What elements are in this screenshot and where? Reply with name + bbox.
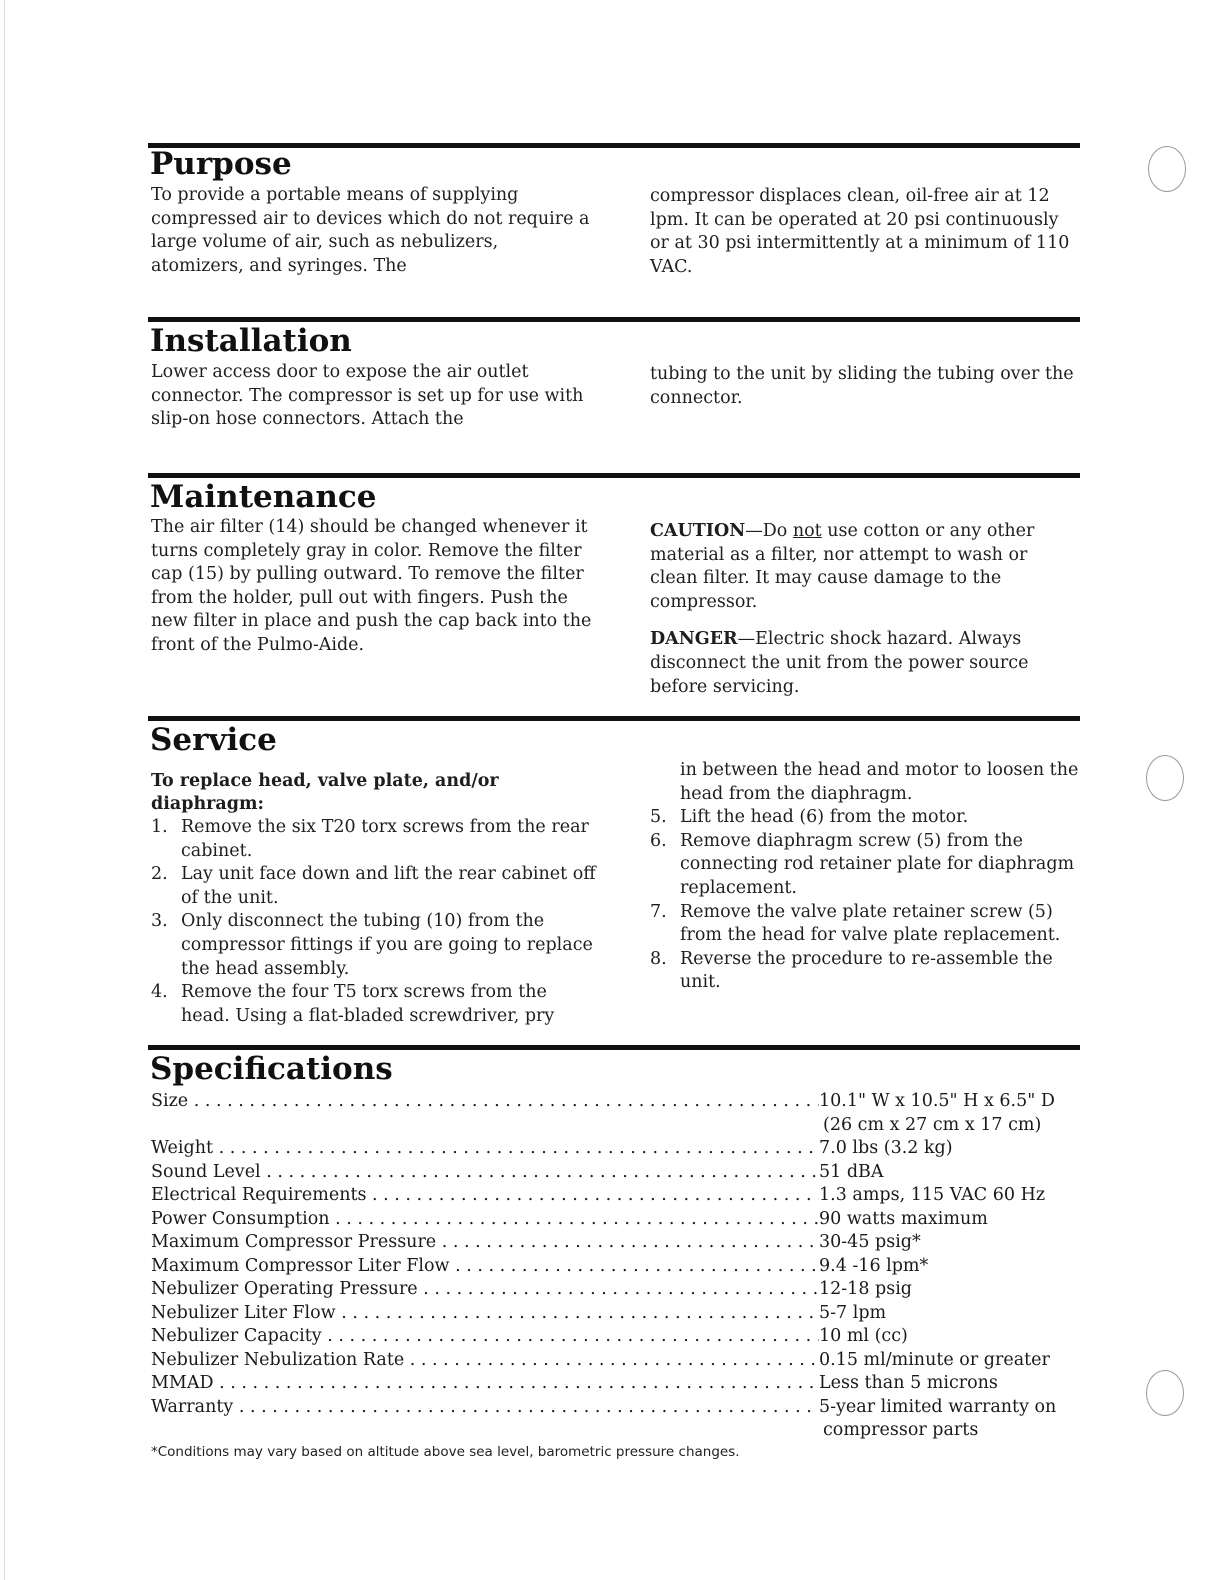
step-text: Remove the four T5 torx screws from the head. Using a flat-bladed screwdriver, pry [181, 982, 555, 1026]
installation-text-left [151, 361, 596, 432]
step-text: Reverse the procedure to re-assemble the unit. [680, 948, 1053, 993]
spec-value: 5-7 lpm [819, 1302, 887, 1323]
spec-label: Nebulizer Capacity . . . [151, 1325, 819, 1349]
specifications-heading: Specifications [150, 1051, 393, 1087]
punch-hole-middle [1146, 755, 1184, 801]
caution-not: not [792, 521, 822, 541]
step-text: Remove the six T20 torx screws from the rear cabinet. [181, 817, 589, 861]
purpose-text-right [650, 185, 1080, 279]
spec-value: 30-45 psig* [819, 1232, 921, 1252]
spec-value-line-2: compressor parts [823, 1420, 979, 1440]
service-step [151, 981, 596, 1028]
scan-edge-line [4, 0, 5, 1580]
section-rule-maintenance [148, 473, 1080, 478]
spec-value: 51 dBA [819, 1161, 884, 1182]
spec-label: Warranty . . . [151, 1396, 819, 1420]
purpose-paragraph-left: To provide a portable means of supplying compressed air to devices which do not require a large volume of air, such as nebulizers, atomizers, and syringes. The [151, 185, 590, 276]
caution-paragraph [650, 520, 1080, 614]
danger-text: —Electric shock hazard. Always disconnect the unit from the power source before servicing. [650, 629, 1029, 697]
spec-row-max-pressure [151, 1231, 1081, 1255]
service-subtitle: To replace head, valve plate, and/or diaphragm: [151, 771, 499, 814]
service-step [151, 863, 596, 910]
spec-value-line: 10.1" W x 10.5" H x 6.5" D [819, 1091, 1055, 1111]
caution-pre: —Do [745, 521, 793, 541]
spec-label: Weight . . . [151, 1137, 819, 1161]
service-text-right [650, 759, 1080, 995]
spec-label: Maximum Compressor Liter Flow . . . [151, 1255, 819, 1279]
spec-value: 90 watts maximum [819, 1208, 988, 1229]
service-heading: Service [150, 722, 277, 758]
purpose-text-left [151, 184, 596, 278]
step-number: 7. [650, 901, 667, 922]
danger-label: DANGER [650, 629, 738, 650]
service-step [151, 816, 596, 863]
spec-row-neb-pressure [151, 1278, 1081, 1302]
step-number: 6. [650, 830, 667, 851]
punch-hole-bottom [1146, 1370, 1184, 1416]
service-steps-left [151, 816, 596, 1028]
step-number: 5. [650, 807, 667, 828]
spec-value: 12-18 psig [819, 1279, 912, 1299]
danger-paragraph [650, 628, 1080, 699]
spec-value: 7.0 lbs (3.2 kg) [819, 1138, 953, 1158]
spec-value: 10 ml (cc) [819, 1326, 908, 1346]
step-number: 4. [151, 982, 168, 1003]
punch-hole-top [1148, 146, 1186, 192]
spec-row-power [151, 1208, 1081, 1232]
service-steps-right [650, 759, 1080, 995]
section-rule-installation [148, 317, 1080, 322]
service-step [650, 806, 1080, 830]
spec-row-sound-level [151, 1161, 1081, 1185]
spec-row-electrical [151, 1184, 1081, 1208]
spec-row-neb-rate [151, 1349, 1081, 1373]
step-number: 2. [151, 864, 168, 885]
spec-label: Maximum Compressor Pressure . . . [151, 1231, 819, 1255]
spec-label: MMAD . . . [151, 1372, 819, 1396]
spec-value: 0.15 ml/minute or greater [819, 1349, 1050, 1370]
step-text: Remove diaphragm screw (5) from the connecting rod retainer plate for diaphragm replacement. [680, 830, 1075, 898]
maintenance-paragraph-left: The air filter (14) should be changed whenever it turns completely gray in color. Remove the filter cap (15) by pulling outward. To remove the filter from the holder, pull out with fingers. Push the new filter in place and push the cap back into the front of the Pulmo-Aide. [151, 517, 592, 655]
service-step [650, 901, 1080, 948]
spec-label: Nebulizer Operating Pressure . . . [151, 1278, 819, 1302]
spec-row-max-flow [151, 1255, 1081, 1279]
step-number: 3. [151, 911, 168, 932]
spec-value-line-2: (26 cm x 27 cm x 17 cm) [823, 1114, 1042, 1135]
caution-post: use cotton or any other material as a filter, nor attempt to wash or clean filter. It may cause damage to the compressor. [650, 521, 1035, 612]
maintenance-heading: Maintenance [150, 479, 377, 515]
step-number: 1. [151, 817, 168, 837]
step-text: Lay unit face down and lift the rear cabinet off of the unit. [181, 864, 596, 908]
step-text: in between the head and motor to loosen the head from the diaphragm. [680, 760, 1079, 804]
spec-value [819, 1396, 1081, 1443]
spec-label: Sound Level . . . [151, 1161, 819, 1185]
spec-row-neb-capacity [151, 1325, 1081, 1349]
installation-paragraph-right: tubing to the unit by sliding the tubing over the connector. [650, 364, 1074, 408]
service-text-left [151, 770, 596, 1028]
spec-label: Size . . . [151, 1090, 819, 1114]
installation-paragraph-left: Lower access door to expose the air outlet connector. The compressor is set up for use with slip-on hose connectors. Attach the [151, 362, 584, 430]
spec-row-size [151, 1090, 1081, 1137]
step-text: Remove the valve plate retainer screw (5) from the head for valve plate replacement. [680, 901, 1061, 946]
step-number: 8. [650, 948, 667, 969]
maintenance-text-left [151, 516, 596, 658]
service-step [650, 830, 1080, 901]
spec-row-weight [151, 1137, 1081, 1161]
spec-row-neb-flow [151, 1302, 1081, 1326]
specifications-footnote: *Conditions may vary based on altitude above sea level, barometric pressure changes. [151, 1444, 740, 1460]
spec-value: Less than 5 microns [819, 1373, 998, 1393]
section-rule-specifications [148, 1045, 1080, 1050]
maintenance-text-right [650, 520, 1080, 699]
spec-label: Nebulizer Nebulization Rate . . . [151, 1349, 819, 1373]
spec-label: Electrical Requirements . . . [151, 1184, 819, 1208]
purpose-heading: Purpose [150, 146, 292, 182]
service-step [650, 948, 1080, 995]
spec-value [819, 1090, 1081, 1137]
caution-label: CAUTION [650, 521, 746, 541]
service-step [151, 910, 596, 981]
spec-label: Power Consumption . . . [151, 1208, 819, 1232]
purpose-paragraph-right: compressor displaces clean, oil-free air at 12 lpm. It can be operated at 20 psi continuously or at 30 psi intermittently at a minimum of 110 VAC. [650, 186, 1070, 277]
spec-value-line: 5-year limited warranty on [819, 1396, 1057, 1417]
section-rule-service [148, 716, 1080, 721]
step-text: Lift the head (6) from the motor. [680, 807, 969, 828]
specifications-table [151, 1090, 1081, 1443]
spec-row-mmad [151, 1372, 1081, 1396]
spec-value: 1.3 amps, 115 VAC 60 Hz [819, 1185, 1046, 1205]
service-step-continued [650, 759, 1080, 806]
spec-row-warranty [151, 1396, 1081, 1443]
installation-text-right [650, 363, 1080, 410]
spec-value: 9.4 -16 lpm* [819, 1255, 929, 1276]
step-text: Only disconnect the tubing (10) from the compressor fittings if you are going to replace the head assembly. [181, 911, 593, 979]
spec-label: Nebulizer Liter Flow . . . [151, 1302, 819, 1326]
installation-heading: Installation [150, 323, 352, 359]
